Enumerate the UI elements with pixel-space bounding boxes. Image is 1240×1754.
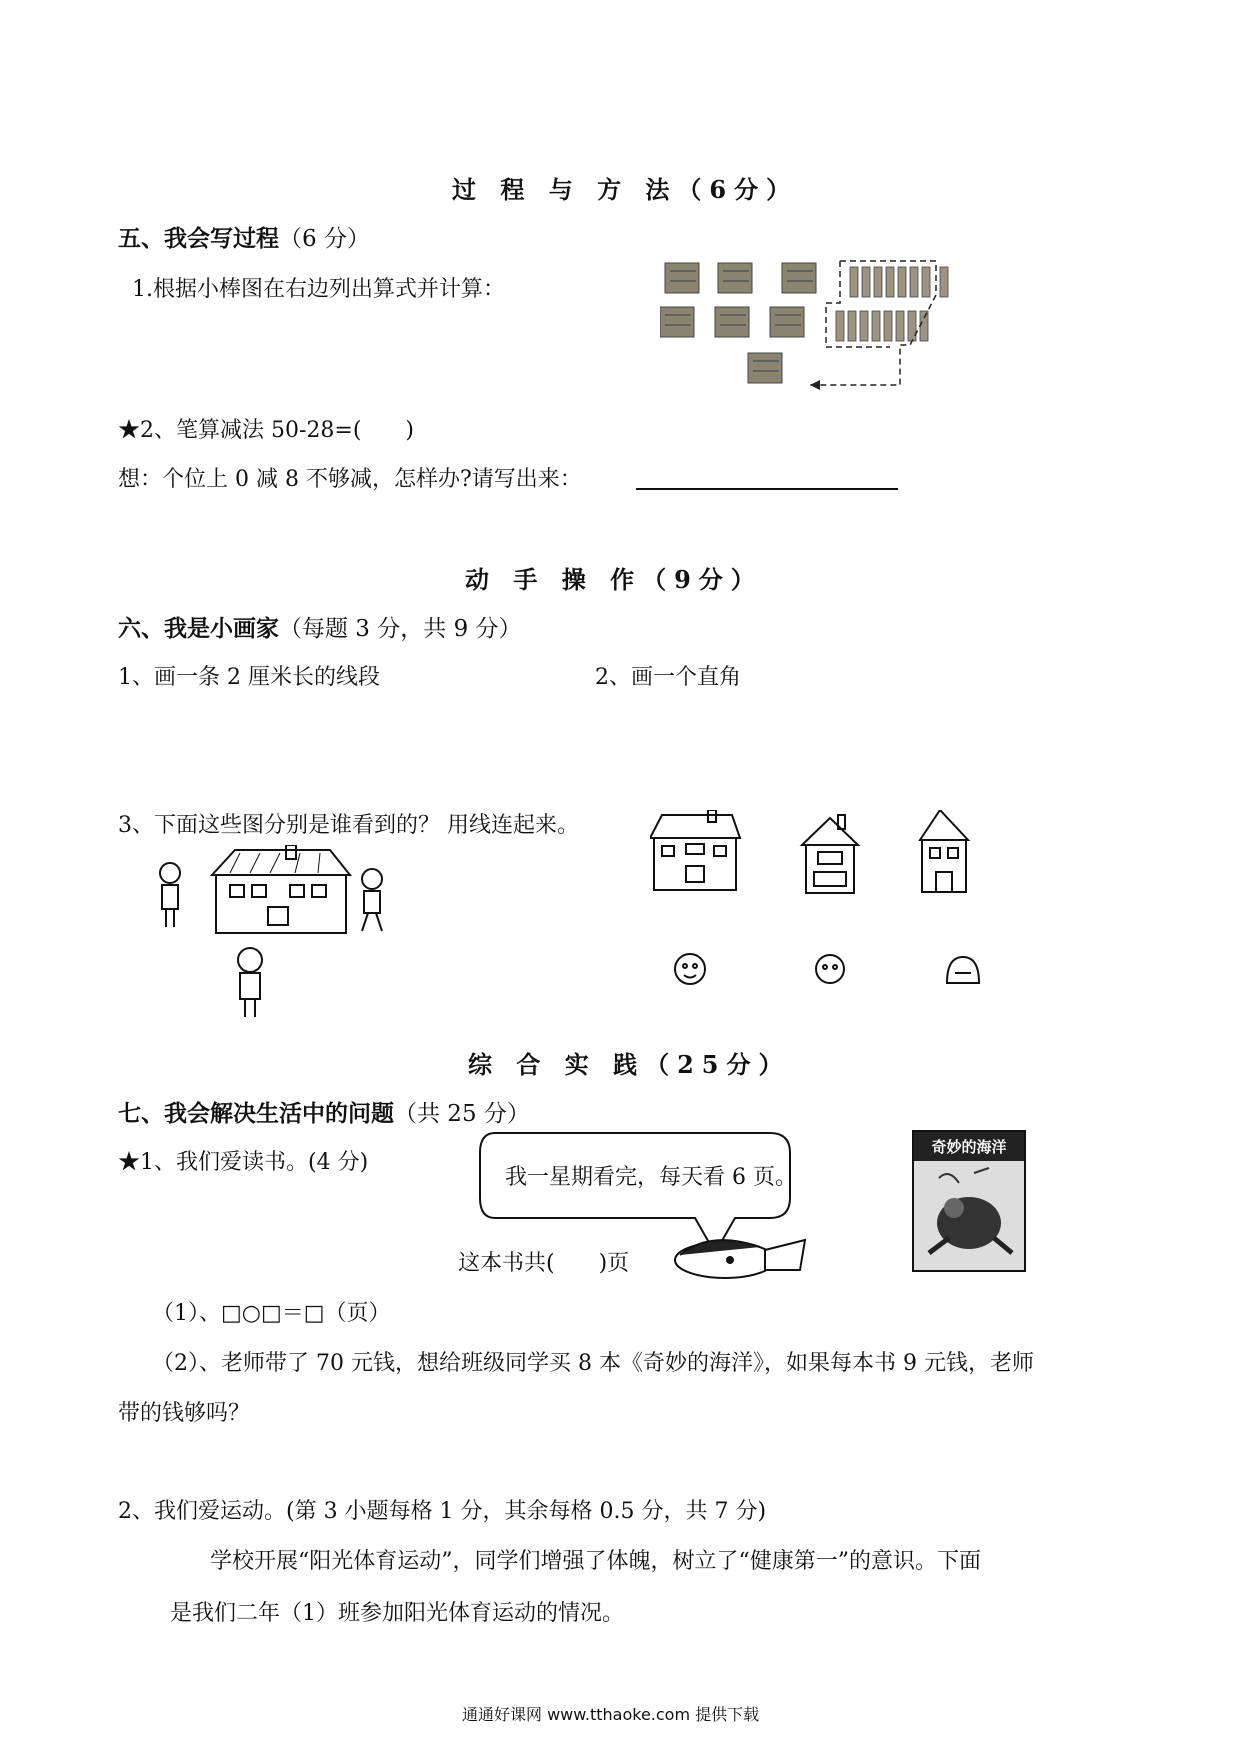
book-total-question: 这本书共( )页 [458, 1251, 630, 1276]
part7-sub2-line1: （2）、老师带了 70 元钱，想给班级同学买 8 本《奇妙的海洋》，如果每本书 9 元钱，老师 [152, 1351, 1034, 1376]
part5-q2: ★2、笔算减法 50-28=( ) [118, 418, 415, 443]
stick-bundle-icon [665, 263, 699, 293]
part5-heading [118, 220, 370, 253]
stick-bundle-icon [715, 307, 749, 337]
part7-score: （共 25 分） [394, 1101, 530, 1127]
diver-icon [914, 1158, 1024, 1268]
part7-sub2-line2: 带的钱够吗？ [118, 1401, 251, 1426]
section-title-process: 过 程 与 方 法（6分） [452, 175, 799, 204]
stick-bundle-icon [782, 263, 816, 293]
child-reading-icon [675, 1240, 805, 1278]
stick-bundle-icon [770, 307, 804, 337]
part5-q2-think: 想：个位上 0 减 8 不够减，怎样办?请写出来： [118, 467, 582, 492]
house-scene [150, 845, 400, 1025]
answer-line[interactable] [636, 488, 898, 490]
boy-left-icon [160, 863, 180, 927]
part7-title: 七、我会解决生活中的问题 [118, 1100, 394, 1127]
part6-q2: 2、画一个直角 [595, 665, 741, 690]
house-views [650, 810, 980, 910]
house-side-view-icon [802, 815, 858, 893]
part6-heading [118, 610, 522, 643]
child-right-icon [362, 869, 382, 931]
house-back-view-icon [920, 810, 968, 892]
reader-illustration [670, 1225, 810, 1285]
section-title-hands-on: 动 手 操 作（9分） [465, 565, 763, 594]
book-cover [912, 1130, 1026, 1272]
footer: 通通好课网 www.tthaoke.com 提供下载 [462, 1705, 760, 1724]
faces [665, 945, 995, 995]
bubble-text: 我一星期看完，每天看 6 页。 [505, 1165, 797, 1190]
part7-q2-paragraph2: 是我们二年（1）班参加阳光体育运动的情况。 [170, 1601, 624, 1626]
part7-q1: ★1、我们爱读书。(4 分) [118, 1150, 369, 1175]
part7-heading [118, 1095, 530, 1128]
part5-q1: 1.根据小棒图在右边列出算式并计算： [132, 277, 505, 302]
house-icon [212, 845, 350, 933]
stick-bundle-icon [660, 307, 694, 337]
part5-score: （6 分） [279, 226, 370, 252]
part7-sub1: （1）、□○□＝□（页） [152, 1301, 391, 1326]
part5-title: 五、我会写过程 [118, 225, 279, 252]
part6-q1: 1、画一条 2 厘米长的线段 [118, 665, 380, 690]
stick-bundle-icon [718, 263, 752, 293]
girl-face-icon [947, 957, 979, 983]
boy-face-icon [675, 954, 705, 984]
part6-title: 六、我是小画家 [118, 615, 279, 642]
child-face-icon [816, 955, 844, 983]
part6-q3: 3、下面这些图分别是谁看到的？ 用线连起来。 [118, 813, 579, 838]
part7-q2: 2、我们爱运动。(第 3 小题每格 1 分，其余每格 0.5 分，共 7 分) [118, 1499, 767, 1524]
part6-score: （每题 3 分，共 9 分） [279, 616, 522, 642]
section-title-practice: 综 合 实 践（25分） [468, 1050, 791, 1079]
stick-bundle-icon [748, 353, 782, 383]
book-cover-title: 奇妙的海洋 [914, 1132, 1024, 1161]
sticks-illustration [660, 255, 960, 405]
girl-bottom-icon [238, 948, 262, 1017]
part7-q2-paragraph1: 学校开展“阳光体育运动”，同学们增强了体魄，树立了“健康第一”的意识。下面 [210, 1549, 981, 1574]
house-front-view-icon [650, 810, 740, 890]
